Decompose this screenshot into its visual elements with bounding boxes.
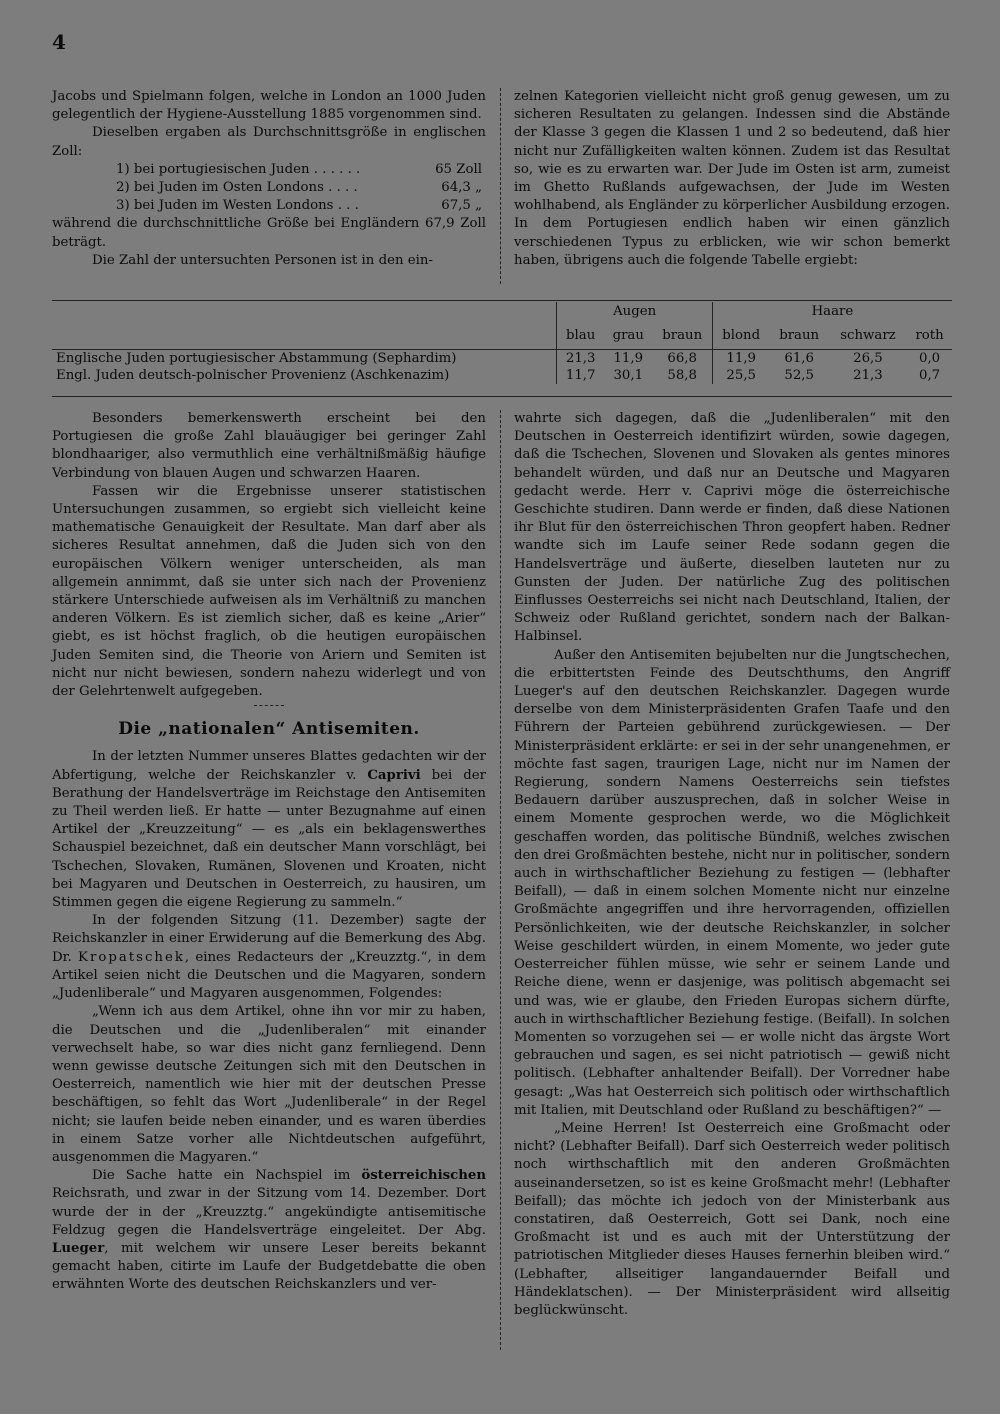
- paragraph: „Wenn ich aus dem Artikel, ohne ihn vor mir zu haben, die Deutschen und die „Judenliberalen“ mit einander verwechselt habe, so war dies nicht ganz fernliegend. Denn wenn gewisse deutsche Zeitungen sich mit den Deutschen in Oesterreich, namentlich wie hier mit der deutschen Presse beschäftigen, so fehlt das Wort „Judenliberale“ in der Regel nicht; sie laufen beide neben einander, und es waren überdies in einem Satze vorher alle Nichtdeutschen aufgeführt, ausgenommen die Magyaren.“: [52, 1004, 486, 1165]
- column-divider: [500, 410, 501, 1350]
- column-header: blond: [712, 327, 769, 350]
- table-cell: 21,3: [565, 351, 596, 366]
- table-cell: 11,7: [565, 368, 596, 383]
- person-name: Kropatschek: [78, 949, 185, 965]
- list-item: [52, 179, 486, 197]
- text-run: , eines Redacteurs der „Kreuzztg.“, in dem Artikel seien nicht die Deutschen und die Magyaren, sondern „Judenliberale“ und Magyaren ausgenommen, Folgendes:: [52, 949, 486, 1002]
- table-cell: 52,5: [784, 368, 814, 383]
- paragraph: Jacobs und Spielmann folgen, welche in London an 1000 Juden gelegentlich der Hygiene-Ausstellung 1885 vorgenommen sind.: [52, 89, 486, 123]
- column-left-top: [52, 88, 486, 270]
- text-run: Die Sache hatte ein Nachspiel im: [92, 1168, 351, 1184]
- paragraph: während die durchschnittliche Größe bei Engländern 67,9 Zoll beträgt.: [52, 216, 486, 250]
- group-header-hair: Haare: [811, 304, 854, 319]
- text-run: In der letzten Nummer unseres Blattes gedachten wir der Abfertigung, welche der Reichskanzler v.: [52, 749, 486, 783]
- paragraph: Fassen wir die Ergebnisse unserer statistischen Untersuchungen zusammen, so ergiebt sich vielleicht keine mathematische Genauigkeit der Resultate. Man darf aber als sicheres Resultat annehmen, daß die Juden sich von den europäischen Völkern weniger unterscheiden, als man allgemein annimmt, daß sie unter sich nach der Provenienz stärkere Unterschiede aufweisen als im Verhältniß zu manchen anderen Völkern. Es ist ziemlich sicher, daß es keine „Arier“ giebt, es ist höchst fraglich, ob die heutigen europäischen Juden Semiten sind, die Theorie von Ariern und Semiten ist nicht nur nicht bewiesen, sondern nahezu widerlegt und von der Gelehrtenwelt aufgegeben.: [52, 483, 486, 700]
- row-label: Engl. Juden deutsch-polnischer Provenienz (Aschkenazim): [52, 367, 557, 384]
- column-header: braun: [653, 327, 713, 350]
- table-cell: 66,8: [653, 350, 713, 368]
- paragraph: „Meine Herren! Ist Oesterreich eine Großmacht oder nicht? (Lebhafter Beifall). Darf sich Oesterreich weder politisch noch wirthschaftlich mit den anderen Großmächten auseinandersetzen, so ist es keine Großmacht mehr! (Lebhafter Beifall); das möchte ich jedoch von der Ministerbank aus constatiren, daß Oesterreich, Gott sei Dank, noch eine Großmacht ist und es auch mit der Unterstützung der patriotischen Mitglieder dieses Hauses fernerhin bleiben wird.“ (Lebhafter, allseitiger langandauernder Beifall und Händeklatschen). — Der Ministerpräsident wird allseitig beglückwünscht.: [514, 1120, 950, 1318]
- column-right-bottom: [514, 410, 950, 1320]
- column-header: grau: [604, 327, 653, 350]
- paragraph: [52, 748, 486, 912]
- column-header: roth: [907, 327, 952, 350]
- text-run: In der folgenden Sitzung (11. Dezember) sagte der Reichskanzler in einer Erwiderung auf die Bemerkung des Abg. Dr.: [52, 913, 486, 965]
- column-header: braun: [770, 327, 829, 350]
- table-bottom-rule: [52, 396, 952, 397]
- table-cell: 58,8: [653, 367, 713, 384]
- table-cell: 61,6: [784, 351, 814, 366]
- paragraph: zelnen Kategorien vielleicht nicht groß genug gewesen, um zu sicheren Resultaten zu gelangen. Indessen sind die Abstände der Klasse 3 gegen die Klassen 1 und 2 so bedeutend, daß hier nicht nur Zufälligkeiten walten können. Zudem ist das Resultat so, wie es zu erwarten war. Der Jude im Osten ist arm, zumeist im Ghetto Rußlands aufgewachsen, der Jude im Westen wohlhabend, als Engländer zu körperlicher Ausbildung erzogen. In dem Portugiesen endlich haben wir einen gänzlich verschiedenen Typus zu erblicken, wie wir schon bemerkt haben, übrigens auch die folgende Tabelle ergiebt:: [514, 89, 950, 268]
- table-row: [52, 350, 952, 368]
- column-left-bottom: [52, 410, 486, 1295]
- table-cell: 0,0: [919, 351, 941, 366]
- page-number: 4: [52, 30, 66, 54]
- list-item-label: 2) bei Juden im Osten Londons . . . .: [116, 180, 358, 196]
- group-header-eyes: Augen: [557, 302, 712, 327]
- table-cell: 0,7: [919, 368, 941, 383]
- paragraph: [52, 912, 486, 1003]
- paragraph: Die Zahl der untersuchten Personen ist in den ein-: [92, 252, 433, 268]
- list-item-value: 65 Zoll: [435, 161, 482, 177]
- text-run: bei der Berathung der Handelsverträge im Reichstage den Antisemiten zu Theil werden ließ. Er hatte — unter Bezugnahme auf einen Artikel der „Kreuzzeitung“ — es „als ein beklagenswerthes Schauspiel bezeichnet, daß ein deutscher Mann vorschlägt, bei Tschechen, Slovaken, Rumänen, Slovenen und Kroaten, nicht bei Magyaren und Deutschen in Oesterreich, zu hausiren, um Stimmen gegen die eigene Regierung zu sammeln.“: [52, 767, 486, 911]
- paragraph: [52, 1167, 486, 1294]
- person-name: Lueger: [52, 1240, 105, 1256]
- list-item: [52, 197, 486, 215]
- paragraph: wahrte sich dagegen, daß die „Judenliberalen“ mit den Deutschen in Oesterreich identifizirt würden, sowie dagegen, daß die Tschechen, Slovenen und Slovaken als gentes minores behandelt würden, und daß nur an Deutsche und Magyaren gedacht werde. Herr v. Caprivi möge die österreichische Geschichte studiren. Dann werde er finden, daß diese Nationen ihr Blut für den österreichischen Thron geopfert haben. Redner wandte sich im Laufe seiner Rede sodann gegen die Handelsverträge und äußerte, dieselben lauteten nur zu Gunsten der Juden. Der natürliche Zug des politischen Einflusses Oesterreichs sei nicht nach Deutschland, Italien, der Schweiz oder Rußland gerichtet, sondern nach der Balkan-Halbinsel.: [514, 411, 950, 645]
- paragraph: Besonders bemerkenswerth erscheint bei den Portugiesen die große Zahl blauäugiger bei geringer Zahl blondhaariger, also vermuthlich eine verhältnißmäßig häufige Verbindung von blauen Augen und schwarzen Haaren.: [52, 411, 486, 481]
- list-item-value: 67,5 „: [441, 198, 482, 214]
- list-item-label: 1) bei portugiesischen Juden . . . . . .: [116, 161, 361, 177]
- data-table: [52, 302, 952, 384]
- text-run: Reichsrath, und zwar in der Sitzung vom 14. Dezember. Dort wurde der in der „Kreuzztg.“ angekündigte antisemitische Feldzug gegen die Handelsverträge eingeleitet. Der Abg.: [52, 1186, 486, 1238]
- table-cell: 11,9: [726, 351, 757, 366]
- row-label: Englische Juden portugiesischer Abstammung (Sephardim): [52, 350, 557, 368]
- list-item-label: 3) bei Juden im Westen Londons . . .: [116, 198, 359, 214]
- table-cell: 25,5: [726, 368, 757, 383]
- person-name: Caprivi: [367, 767, 421, 783]
- text-run: , mit welchem wir unsere Leser bereits bekannt gemacht haben, citirte im Laufe der Budgetdebatte die oben erwähnten Worte des deutschen Reichskanzlers und ver-: [52, 1240, 486, 1293]
- list-item: [52, 161, 486, 179]
- list-item-value: 64,3 „: [441, 180, 482, 196]
- emphasis: österreichischen: [361, 1168, 486, 1184]
- table-cell: 30,1: [613, 368, 644, 383]
- table-top-rule: [52, 300, 952, 301]
- column-header: schwarz: [829, 327, 907, 350]
- column-header: blau: [557, 327, 604, 350]
- table-cell: 21,3: [853, 368, 883, 383]
- table-cell: 26,5: [853, 351, 883, 366]
- paragraph: Außer den Antisemiten bejubelten nur die Jungtschechen, die erbittertsten Feinde des Deutschthums, den Angriff Lueger's auf den deutschen Reichskanzler. Dagegen wurde derselbe von dem Ministerpräsidenten Grafen Taafe und den Führern der Parteien gebührend zurückgewiesen. — Der Ministerpräsident erklärte: er sei in der sehr unangenehmen, er möchte fast sagen, traurigen Lage, nicht nur im Namen der Regierung, sondern Namens Oesterreichs sein tiefstes Bedauern darüber auszusprechen, daß in solcher Weise in einem Momente gesprochen werde, wo die Möglichkeit geschaffen worden, das politische Bündniß, welches zwischen den drei Großmächten bestehe, nicht nur in politischer, sondern auch in wirthschaftlicher Beziehung zu festigen — (lebhafter Beifall), — daß in einem solchen Momente nicht nur einzelne Großmächte angegriffen und ihre hervorragenden, offiziellen Persönlichkeiten, wie der deutsche Reichskanzler, in solcher Weise geschildert würden, in einem Momente, wo jeder gute Oesterreicher fühlen müsse, wie sehr er seinem Lande und Reiche diene, wenn er dasjenige, was politisch abgemacht sei und was, wie er glaube, den Frieden Europas sichern dürfte, auch in wirthschaftlicher Beziehung festige. (Beifall). In solchen Momenten so vorzugehen sei — er wolle nicht das ärgste Wort gebrauchen und sagen, es sei nicht patriotisch — gewiß nicht politisch. (Lebhafter anhaltender Beifall). Der Vorredner habe gesagt: „Was hat Oesterreich sich politisch oder wirthschaftlich mit Italien, mit Deutschland oder Rußland zu beschäftigen?“ —: [514, 647, 950, 1118]
- column-right-top: [514, 88, 950, 270]
- separator: [254, 705, 284, 706]
- paragraph: Dieselben ergaben als Durchschnittsgröße in englischen Zoll:: [52, 125, 486, 159]
- column-divider: [500, 88, 501, 284]
- table-row: [52, 367, 952, 384]
- article-heading: Die „nationalen“ Antisemiten.: [118, 719, 420, 740]
- table-cell: 11,9: [613, 351, 644, 366]
